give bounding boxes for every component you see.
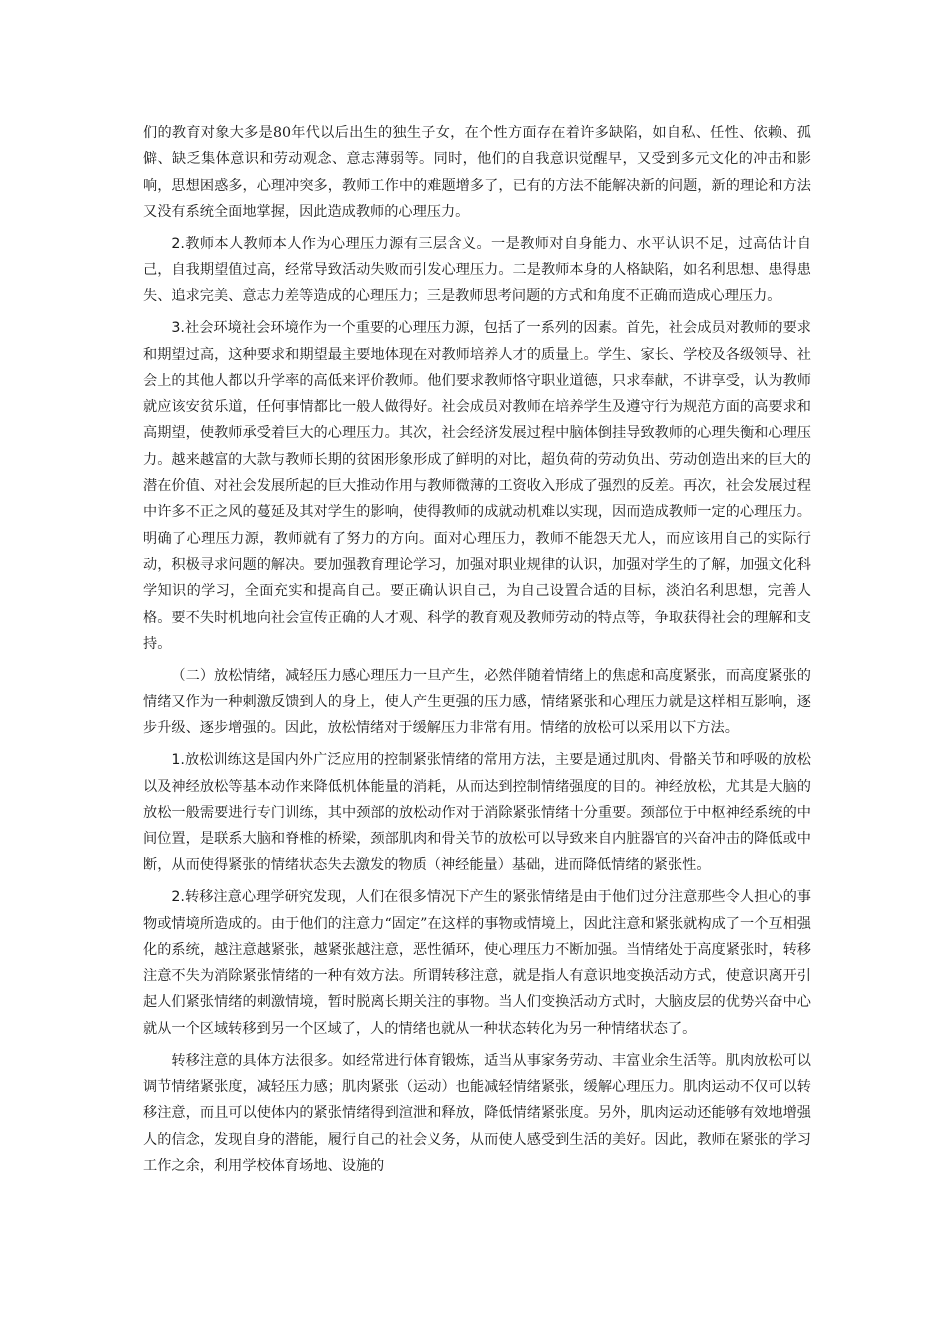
paragraph-relaxation-training bbox=[143, 747, 811, 878]
item-number: 2. bbox=[171, 889, 185, 906]
paragraph-shift-attention bbox=[143, 884, 811, 1042]
item-number: 3. bbox=[171, 320, 185, 337]
document-page bbox=[143, 120, 811, 1185]
paragraph-teacher-self bbox=[143, 231, 811, 310]
paragraph-text: 转移注意的具体方法很多。如经常进行体育锻炼，适当从事家务劳动、丰富业余生活等。肌肉放松可以调节情绪紧张度，减轻压力感；肌肉紧张（运动）也能减轻情绪紧张，缓解心理压力。肌肉运动不仅可以转移注意，而且可以使体内的紧张情绪得到渲泄和释放，降低情绪紧张度。另外，肌肉运动还能够有效地增强人的信念，发现自身的潜能，履行自己的社会义务，从而使人感受到生活的美好。因此，教师在紧张的学习工作之余，利用学校体育场地、设施的 bbox=[143, 1052, 811, 1174]
paragraph-relax-emotions bbox=[143, 663, 811, 742]
paragraph-social-environment bbox=[143, 315, 811, 657]
paragraph-attention-methods bbox=[143, 1048, 811, 1179]
item-number: 1. bbox=[171, 752, 185, 769]
paragraph-continuation bbox=[143, 120, 811, 225]
paragraph-text: 教师本人教师本人作为心理压力源有三层含义。一是教师对自身能力、水平认识不足，过高估计自己，自我期望值过高，经常导致活动失败而引发心理压力。二是教师本身的人格缺陷，如名利思想、患得患失、追求完美、意志力差等造成的心理压力；三是教师思考问题的方式和角度不正确而造成心理压力。 bbox=[143, 235, 811, 305]
paragraph-text: 转移注意心理学研究发现，人们在很多情况下产生的紧张情绪是由于他们过分注意那些令人担心的事物或情境所造成的。由于他们的注意力“固定”在这样的事物或情境上，因此注意和紧张就构成了一个互相强化的系统，越注意越紧张，越紧张越注意，恶性循环，使心理压力不断加强。当情绪处于高度紧张时，转移注意不失为消除紧张情绪的一种有效方法。所谓转移注意，就是指人有意识地变换活动方式，使意识离开引起人们紧张情绪的刺激情境，暂时脱离长期关注的事物。当人们变换活动方式时，大脑皮层的优势兴奋中心就从一个区域转移到另一个区域了，人的情绪也就从一种状态转化为另一种情绪状态了。 bbox=[143, 889, 811, 1037]
paragraph-text: 放松训练这是国内外广泛应用的控制紧张情绪的常用方法，主要是通过肌肉、骨骼关节和呼吸的放松以及神经放松等基本动作来降低机体能量的消耗，从而达到控制情绪强度的目的。神经放松，尤其是大脑的放松一般需要进行专门训练，其中颈部的放松动作对于消除紧张情绪十分重要。颈部位于中枢神经系统的中间位置，是联系大脑和脊椎的桥梁，颈部肌肉和骨关节的放松可以导致来自内脏器官的兴奋冲击的降低或中断，从而使得紧张的情绪状态失去激发的物质（神经能量）基础，进而降低情绪的紧张性。 bbox=[143, 752, 811, 874]
paragraph-text: （二）放松情绪，减轻压力感心理压力一旦产生，必然伴随着情绪上的焦虑和高度紧张，而高度紧张的情绪又作为一种刺激反馈到人的身上，使人产生更强的压力感，情绪紧张和心理压力就是这样相互影响，逐步升级、逐步增强的。因此，放松情绪对于缓解压力非常有用。情绪的放松可以采用以下方法。 bbox=[143, 667, 811, 737]
paragraph-text: 们的教育对象大多是80年代以后出生的独生子女，在个性方面存在着许多缺陷，如自私、任性、依赖、孤僻、缺乏集体意识和劳动观念、意志薄弱等。同时，他们的自我意识觉醒早，又受到多元文化的冲击和影响，思想困惑多，心理冲突多，教师工作中的难题增多了，已有的方法不能解决新的问题，新的理论和方法又没有系统全面地掌握，因此造成教师的心理压力。 bbox=[143, 125, 811, 220]
paragraph-text: 社会环境社会环境作为一个重要的心理压力源，包括了一系列的因素。首先，社会成员对教师的要求和期望过高，这种要求和期望最主要地体现在对教师培养人才的质量上。学生、家长、学校及各级领导、社会上的其他人都以升学率的高低来评价教师。他们要求教师恪守职业道德，只求奉献，不讲享受，认为教师就应该安贫乐道，任何事情都比一般人做得好。社会成员对教师在培养学生及遵守行为规范方面的高要求和高期望，使教师承受着巨大的心理压力。其次，社会经济发展过程中脑体倒挂导致教师的心理失衡和心理压力。越来越富的大款与教师长期的贫困形象形成了鲜明的对比，超负荷的劳动负出、劳动创造出来的巨大的潜在价值、对社会发展所起的巨大推动作用与教师微薄的工资收入形成了强烈的反差。再次，社会发展过程中许多不正之风的蔓延及其对学生的影响，使得教师的成就动机难以实现，因而造成教师一定的心理压力。明确了心理压力源，教师就有了努力的方向。面对心理压力，教师不能怨天尤人，而应该用自己的实际行动，积极寻求问题的解决。要加强教育理论学习，加强对职业规律的认识，加强对学生的了解，加强文化科学知识的学习，全面充实和提高自己。要正确认识自己，为自己设置合适的目标，淡泊名利思想，完善人格。要不失时机地向社会宣传正确的人才观、科学的教育观及教师劳动的特点等，争取获得社会的理解和支持。 bbox=[143, 320, 811, 652]
item-number: 2. bbox=[171, 235, 185, 252]
